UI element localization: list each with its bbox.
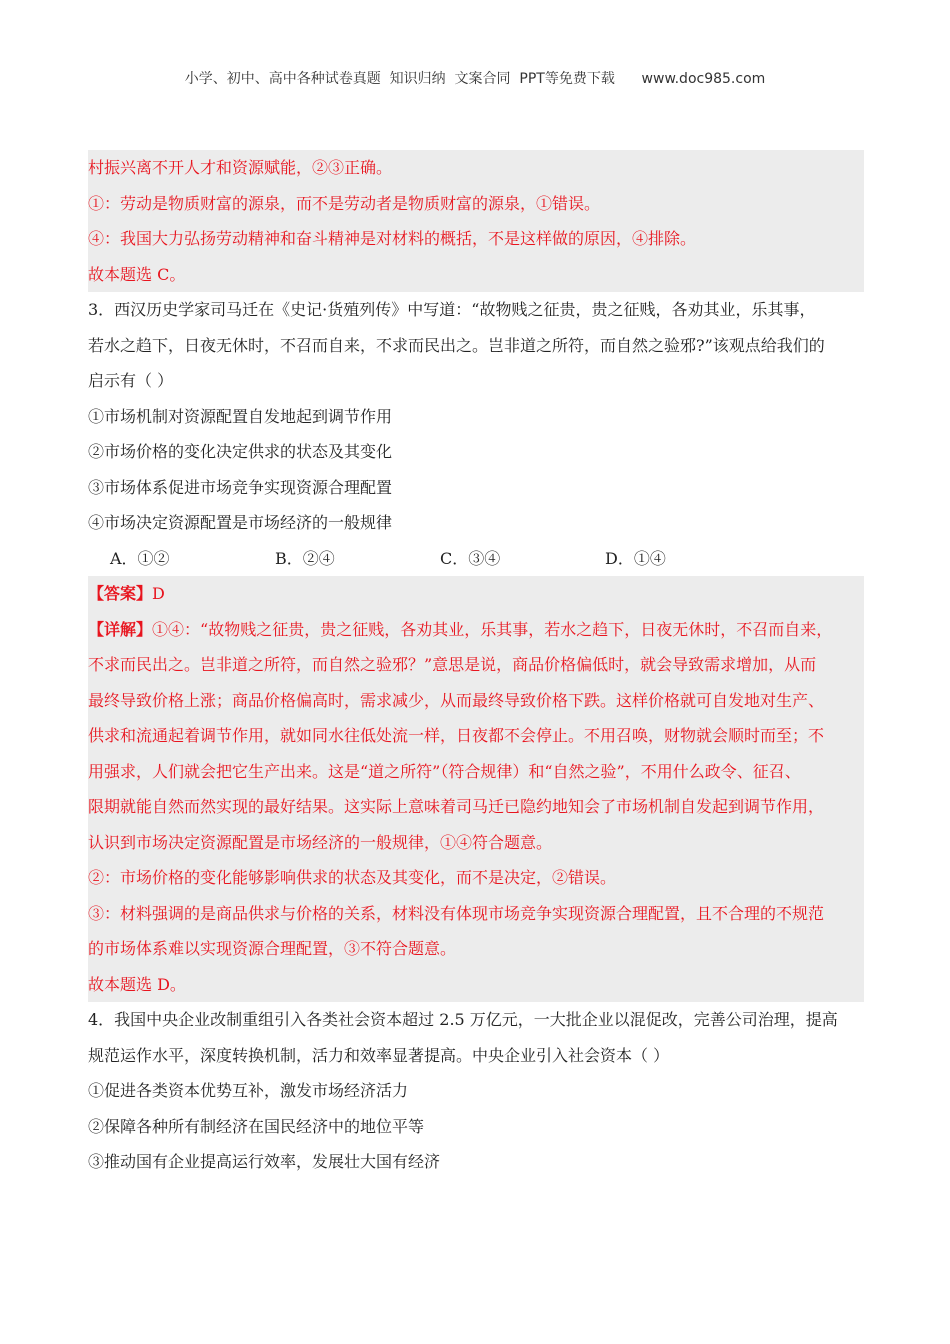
answer-block-q3 bbox=[88, 576, 864, 1002]
detail-text: ①④：“故物贱之征贵，贵之征贱，各劝其业，乐其事，若水之趋下，日夜无休时，不召而自来， bbox=[152, 619, 833, 639]
question-item: ②市场价格的变化决定供求的状态及其变化 bbox=[88, 442, 393, 461]
detail-line: 认识到市场决定资源配置是市场经济的一般规律，①④符合题意。 bbox=[88, 832, 553, 852]
detail-line: ③：材料强调的是商品供求与价格的关系，材料没有体现市场竞争实现资源合理配置，且不合理的不规范 bbox=[88, 903, 825, 923]
answer-line: 故本题选 C。 bbox=[88, 264, 186, 284]
answer-value: D bbox=[152, 584, 165, 603]
question-stem-line: 启示有（ ） bbox=[88, 371, 174, 390]
detail-tag: 【详解】 bbox=[88, 619, 153, 639]
option-a: A．①② bbox=[110, 548, 170, 568]
question-item: ③市场体系促进市场竞争实现资源合理配置 bbox=[88, 477, 393, 497]
detail-line bbox=[88, 612, 864, 648]
option-d: D．①④ bbox=[605, 548, 666, 568]
answer-options bbox=[88, 541, 864, 577]
detail-line: 故本题选 D。 bbox=[88, 974, 186, 994]
question-stem-line: 4．我国中央企业改制重组引入各类社会资本超过 2.5 万亿元，一大批企业以混促改，完善公司治理，提高 bbox=[88, 1010, 838, 1029]
question-stem-line: 3．西汉历史学家司马迁在《史记·货殖列传》中写道：“故物贱之征贵，贵之征贱，各劝其业，乐其事， bbox=[88, 300, 816, 319]
question-item: ①促进各类资本优势互补，激发市场经济活力 bbox=[88, 1081, 409, 1100]
detail-line: 不求而民出之。岂非道之所符，而自然之验邪？”意思是说，商品价格偏低时，就会导致需求增加，从而 bbox=[88, 655, 817, 674]
document-body bbox=[88, 150, 864, 1180]
detail-line: 用强求，人们就会把它生产出来。这是“道之所符”（符合规律）和“自然之验”，不用什么政令、征召、 bbox=[88, 761, 801, 781]
detail-line: 最终导致价格上涨；商品价格偏高时，需求减少，从而最终导致价格下跌。这样价格就可自发地对生产、 bbox=[88, 690, 825, 710]
detail-line: ②：市场价格的变化能够影响供求的状态及其变化，而不是决定，②错误。 bbox=[88, 868, 617, 887]
answer-line: ④：我国大力弘扬劳动精神和奋斗精神是对材料的概括，不是这样做的原因，④排除。 bbox=[88, 229, 697, 248]
question-item: ②保障各种所有制经济在国民经济中的地位平等 bbox=[88, 1116, 425, 1136]
option-c: C．③④ bbox=[440, 548, 501, 568]
answer-block-q2 bbox=[88, 150, 864, 292]
detail-line: 的市场体系难以实现资源合理配置，③不符合题意。 bbox=[88, 939, 457, 958]
page-header: 小学、初中、高中各种试卷真题 知识归纳 文案合同 PPT等免费下载 www.doc985.com bbox=[184, 71, 766, 87]
question-4 bbox=[88, 1002, 864, 1180]
question-3 bbox=[88, 292, 864, 576]
question-item: ①市场机制对资源配置自发地起到调节作用 bbox=[88, 406, 393, 426]
answer-line bbox=[88, 576, 864, 612]
detail-line: 限期就能自然而然实现的最好结果。这实际上意味着司马迁已隐约地知会了市场机制自发起到调节作用， bbox=[88, 797, 825, 816]
detail-line: 供求和流通起着调节作用，就如同水往低处流一样，日夜都不会停止。不用召唤，财物就会顺时而至；不 bbox=[88, 726, 825, 745]
answer-line: 村振兴离不开人才和资源赋能，②③正确。 bbox=[88, 158, 393, 177]
answer-tag: 【答案】 bbox=[88, 584, 153, 603]
question-stem-line: 若水之趋下，日夜无休时，不召而自来，不求而民出之。岂非道之所符，而自然之验邪?”该观点给我们的 bbox=[88, 335, 825, 355]
question-stem-line: 规范运作水平，深度转换机制，活力和效率显著提高。中央企业引入社会资本（ ） bbox=[88, 1045, 670, 1065]
answer-line: ①：劳动是物质财富的源泉，而不是劳动者是物质财富的源泉，①错误。 bbox=[88, 193, 601, 213]
option-b: B．②④ bbox=[275, 548, 335, 568]
question-item: ③推动国有企业提高运行效率，发展壮大国有经济 bbox=[88, 1152, 441, 1171]
question-item: ④市场决定资源配置是市场经济的一般规律 bbox=[88, 513, 393, 532]
